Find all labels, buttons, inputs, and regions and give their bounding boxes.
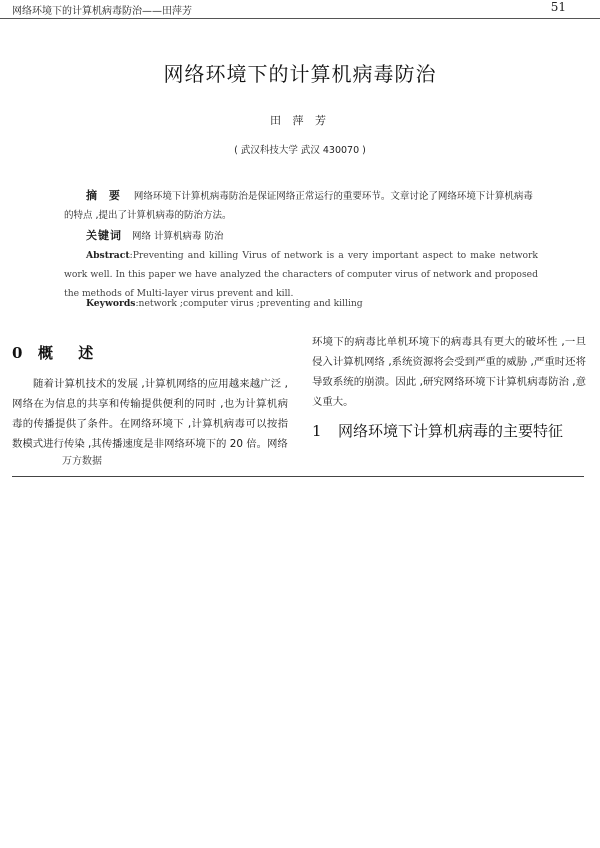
keywords-cn-text: 网络 计算机病毒 防治	[132, 231, 224, 242]
keywords-en-text: :network ;computer virus ;preventing and killing	[135, 298, 363, 309]
page-number: 51	[550, 0, 566, 14]
left-column	[12, 340, 288, 454]
author: 田 萍 芳	[270, 114, 330, 127]
keywords-cn	[64, 226, 538, 246]
abstract-cn-text: 网络环境下计算机病毒防治是保证网络正常运行的重要环节。文章讨论了网络环境下计算机病毒的特点 ,提出了计算机病毒的防治方法。	[64, 191, 533, 221]
section-0-heading	[12, 340, 288, 366]
keywords-en-label: Keywords	[86, 298, 136, 309]
section-1-title: 网络环境下计算机病毒的主要特征	[338, 422, 564, 440]
abstract-en-text: :Preventing and killing Virus of network is a very important aspect to make network work well. In this paper we have analyzed the characters of computer virus of network and proposed the methods of Multi-layer virus prevent and kill.	[64, 250, 538, 299]
column-bottom-rule	[12, 476, 584, 477]
running-header	[0, 0, 600, 19]
section-1-number: 1	[312, 422, 322, 440]
keywords-cn-label: 关键词	[86, 229, 122, 242]
abstract-cn-label: 摘 要	[86, 189, 124, 202]
running-title: 网络环境下的计算机病毒防治——田萍芳	[12, 6, 192, 17]
section-1-heading	[312, 420, 586, 442]
right-column-paragraph: 环境下的病毒比单机环境下的病毒具有更大的破坏性 ,一旦侵入计算机网络 ,系统资源将会受到严重的威胁 ,严重时还将导致系统的崩溃。因此 ,研究网络环境下计算机病毒防治 ,意义重大。	[312, 336, 586, 408]
watermark-text: 万方数据	[62, 456, 102, 467]
section-0-paragraph: 随着计算机技术的发展 ,计算机网络的应用越来越广泛 ,网络在为信息的共享和传输提供便利的同时 ,也为计算机病毒的传播提供了条件。在网络环境下 ,计算机病毒可以按指数模式进行传染 ,其传播速度是非网络环境下的 20 倍。网络	[12, 378, 288, 450]
abstract-en	[64, 246, 538, 303]
abstract-en-label: Abstract	[86, 250, 130, 261]
affiliation: ( 武汉科技大学 武汉 430070 )	[234, 145, 366, 156]
right-column	[312, 332, 586, 442]
section-0-number: 0	[12, 344, 23, 362]
abstract-cn	[64, 186, 538, 225]
paper-title: 网络环境下的计算机病毒防治	[163, 62, 437, 86]
keywords-en	[64, 298, 538, 309]
section-0-title: 概 述	[38, 344, 104, 362]
